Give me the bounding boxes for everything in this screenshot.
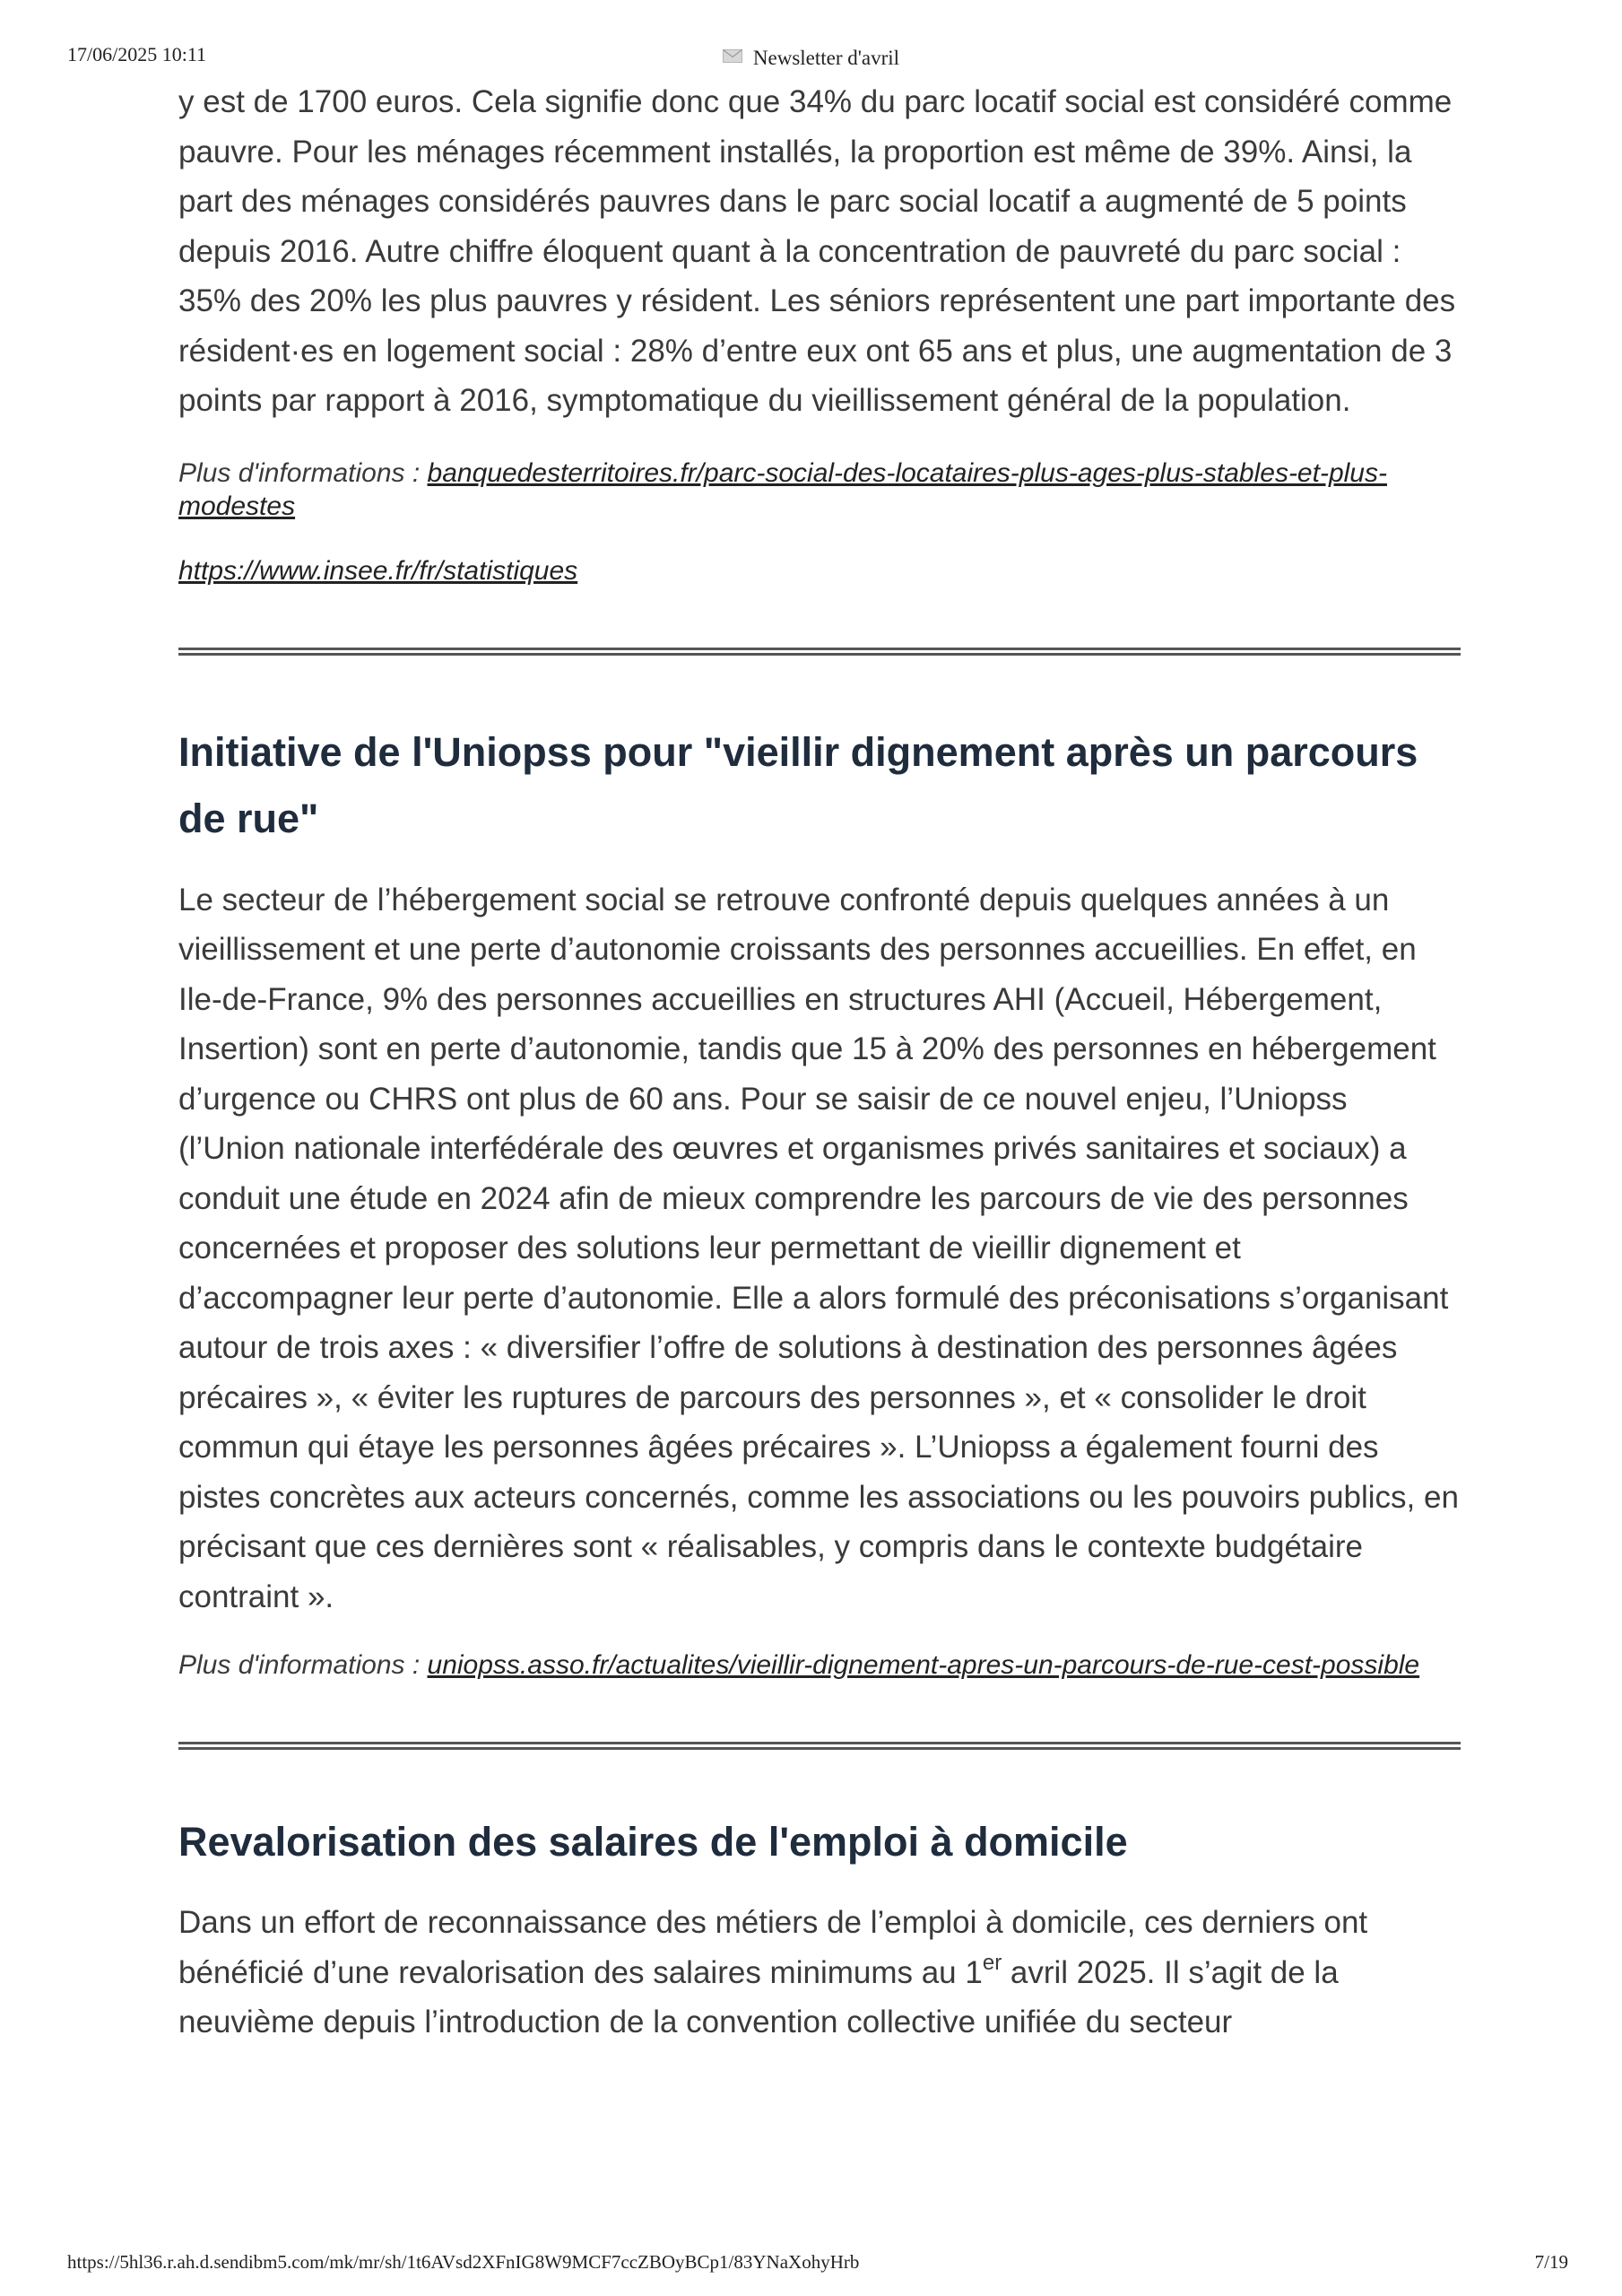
- print-footer-url: https://5hl36.r.ah.d.sendibm5.com/mk/mr/sh/1t6AVsd2XFnIG8W9MCF7ccZBOyBCp1/83YNaXohyHrb: [67, 2251, 860, 2273]
- section-3-title: Revalorisation des salaires de l'emploi à domicile: [178, 1819, 1128, 1865]
- section-2-more-info: [178, 1648, 1461, 1682]
- uniopss-article-link[interactable]: uniopss.asso.fr/actualites/vieillir-dignement-apres-un-parcours-de-rue-cest-possible: [427, 1650, 1420, 1680]
- section-3-text-end: avril 2025. Il s’agit de la neuvième depuis l’introduction de la convention collective unifiée du secteur: [178, 1954, 1339, 2039]
- section-divider: [178, 1742, 1461, 1750]
- banque-des-territoires-link[interactable]: banquedesterritoires.fr/parc-social-des-locataires-plus-ages-plus-stables-et-plus-modestes: [178, 457, 1387, 521]
- print-header-date: 17/06/2025 10:11: [67, 43, 207, 65]
- section-2-title: Initiative de l'Uniopss pour "vieillir dignement après un parcours de rue": [178, 728, 1418, 841]
- more-info-label: Plus d'informations :: [178, 1650, 428, 1680]
- ordinal-superscript: er: [982, 1950, 1002, 1975]
- insee-statistiques-link[interactable]: https://www.insee.fr/fr/statistiques: [178, 555, 578, 586]
- section-2-paragraph: Le secteur de l’hébergement social se retrouve confronté depuis quelques années à un vieillissement et une perte d’autonomie croissants des personnes accueillies. En effet, en Ile-de-France, 9% des personnes accueillies en structures AHI (Accueil, Hébergement, Insertion) sont en perte d’autonomie, tandis que 15 à 20% des personnes en hébergement d’urgence ou CHRS ont plus de 60 ans. Pour se saisir de ce nouvel enjeu, l’Uniopss (l’Union nationale interfédérale des œuvres et organismes privés sanitaires et sociaux) a conduit une étude en 2024 afin de mieux comprendre les parcours de vie des personnes concernées et proposer des solutions leur permettant de vieillir dignement et d’accompagner leur perte d’autonomie. Elle a alors formulé des préconisations s’organisant autour de trois axes : « diversifier l’offre de solutions à destination des personnes âgées précaires », « éviter les ruptures de parcours des personnes », et « consolider le droit commun qui étaye les personnes âgées précaires ». L’Uniopss a également fourni des pistes concrètes aux acteurs concernés, comme les associations ou les pouvoirs publics, en précisant que ces dernières sont « réalisables, y compris dans le contexte budgétaire contraint ».: [178, 882, 1459, 1614]
- newsletter-content: [178, 77, 1461, 2048]
- print-header-title: [0, 47, 1622, 70]
- print-footer-page-number: 7/19: [1534, 2251, 1568, 2273]
- envelope-icon: [723, 49, 742, 63]
- newsletter-title: Newsletter d'avril: [752, 47, 900, 69]
- section-3-text-start: Dans un effort de reconnaissance des métiers de l’emploi à domicile, ces derniers ont bénéficié d’une revalorisation des salaires minimums au 1: [178, 1905, 1368, 1990]
- section-1-paragraph: y est de 1700 euros. Cela signifie donc que 34% du parc locatif social est considéré comme pauvre. Pour les ménages récemment installés, la proportion est même de 39%. Ainsi, la part des ménages considérés pauvres dans le parc social locatif a augmenté de 5 points depuis 2016. Autre chiffre éloquent quant à la concentration de pauvreté du parc social : 35% des 20% les plus pauvres y résident. Les séniors représentent une part importante des résident·es en logement social : 28% d’entre eux ont 65 ans et plus, une augmentation de 3 points par rapport à 2016, symptomatique du vieillissement général de la population.: [178, 84, 1456, 418]
- section-3-paragraph: [178, 1898, 1461, 2048]
- section-1-more-info: [178, 457, 1461, 523]
- section-1-extra-link: [178, 554, 1461, 587]
- section-divider: [178, 648, 1461, 656]
- more-info-label: Plus d'informations :: [178, 457, 428, 488]
